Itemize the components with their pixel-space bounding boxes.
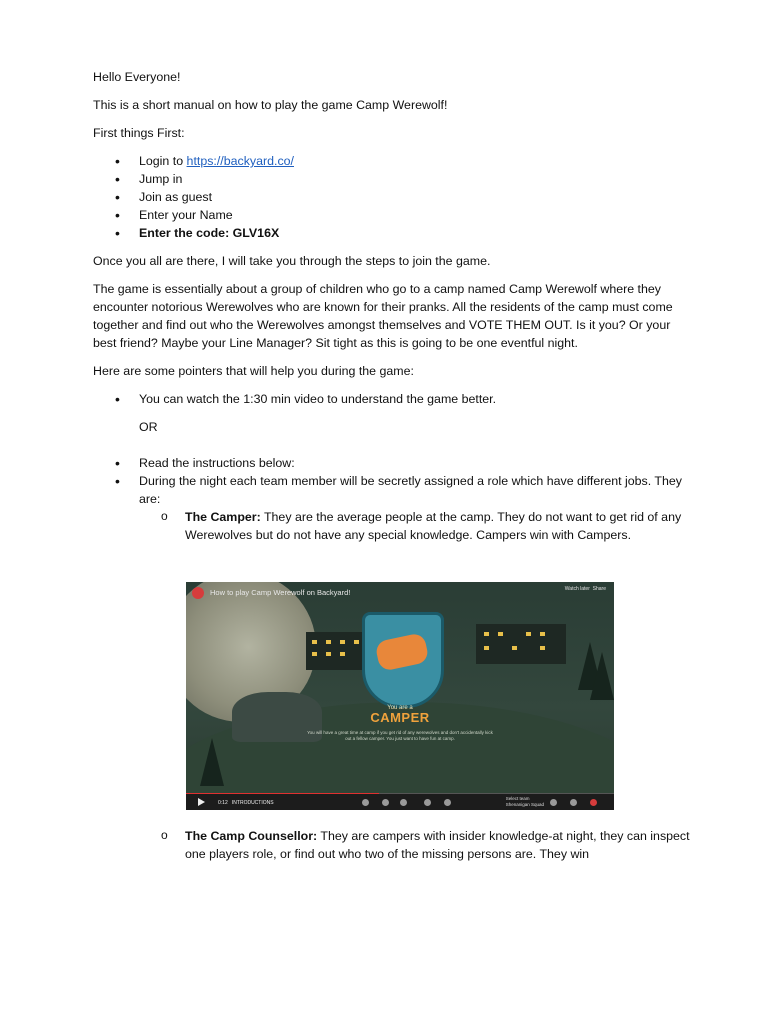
team-label: Select team [505, 796, 530, 801]
role-title: CAMPER [370, 710, 430, 725]
you-are-label: You are a [387, 705, 413, 711]
team-name: Shenanigan Squad [505, 802, 544, 807]
role-counsellor-text: They are campers with insider knowledge-at night, they can inspect one players role, or find out who two of the missing persons are. They win [185, 829, 690, 861]
first-things-heading: First things First: [93, 126, 185, 140]
document-body-continued [93, 827, 693, 863]
emoji-icon[interactable] [424, 799, 431, 806]
pointer-night-roles: • During the night each team member will be secretly assigned a role which have different jobs. They are: [93, 472, 693, 508]
backyard-link[interactable]: https://backyard.co/ [186, 154, 294, 168]
pointers-intro: Here are some pointers that will help you during the game: [93, 364, 414, 378]
video-top-actions [565, 586, 606, 593]
video-player[interactable] [186, 582, 614, 810]
role-badge-icon [362, 612, 444, 708]
video-time [218, 799, 274, 807]
greeting: Hello Everyone! [93, 70, 181, 84]
leave-icon[interactable] [590, 799, 597, 806]
lodge-illustration [476, 624, 566, 664]
watch-later-button[interactable]: Watch later [564, 586, 590, 592]
step-enter-code-text: Enter the code: GLV16X [139, 226, 280, 240]
document-body [93, 68, 693, 544]
video-controls [186, 794, 614, 810]
once-there-paragraph: Once you all are there, I will take you through the steps to join the game. [93, 254, 491, 268]
step-login-prefix: Login to [139, 154, 187, 168]
fullscreen-icon[interactable] [570, 799, 577, 806]
share-button[interactable]: Share [592, 586, 606, 592]
play-icon[interactable] [198, 798, 205, 806]
step-join-guest: • Join as guest [93, 188, 693, 206]
channel-logo-icon [192, 587, 204, 599]
video-title[interactable]: How to play Camp Werewolf on Backyard! [210, 588, 351, 597]
video-chapter: INTRODUCTIONS [231, 800, 274, 806]
roles-list-2 [93, 827, 693, 863]
step-enter-code [93, 224, 693, 242]
team-selector[interactable] [506, 796, 544, 808]
screen-icon[interactable] [444, 799, 451, 806]
video-time-value: 0:12 [218, 800, 228, 806]
or-separator: OR [139, 420, 158, 434]
role-counsellor-name: The Camp Counsellor: [185, 829, 318, 843]
pointers-list-2 [93, 454, 693, 508]
mic-icon[interactable] [362, 799, 369, 806]
pointer-video: • You can watch the 1:30 min video to understand the game better. [93, 390, 693, 408]
game-description: The game is essentially about a group of children who go to a camp named Camp Werewolf where they encounter notorious Werewolves who are known for their pranks. All the residents of the camp must come together and find out who the Werewolves amongst themselves and VOTE THEM OUT. Is it you? Or your best friend? Maybe your Line Manager? Sit tight as this is going to be one eventful night. [93, 282, 673, 350]
role-counsellor [93, 827, 693, 863]
pointer-instructions: • Read the instructions below: [93, 454, 693, 472]
role-camper-text: They are the average people at the camp. They do not want to get rid of any Werewolves but do not have any special knowledge. Campers win with Campers. [185, 510, 682, 542]
role-camper [93, 508, 693, 544]
link-icon[interactable] [550, 799, 557, 806]
tree-illustration [200, 738, 224, 786]
roles-list [93, 508, 693, 544]
step-jump-in: • Jump in [93, 170, 693, 188]
role-camper-name: The Camper: [185, 510, 261, 524]
camera-icon[interactable] [382, 799, 389, 806]
role-description: You will have a great time at camp if you get rid of any werewolves and don't accidentally kick out a fellow camper. You just want to have fun at camp. [307, 730, 493, 741]
tree-illustration [590, 652, 614, 700]
step-login [93, 152, 693, 170]
intro-paragraph: This is a short manual on how to play the game Camp Werewolf! [93, 98, 448, 112]
settings-icon[interactable] [400, 799, 407, 806]
pointers-list [93, 390, 693, 408]
step-enter-name: • Enter your Name [93, 206, 693, 224]
steps-list [93, 152, 693, 242]
